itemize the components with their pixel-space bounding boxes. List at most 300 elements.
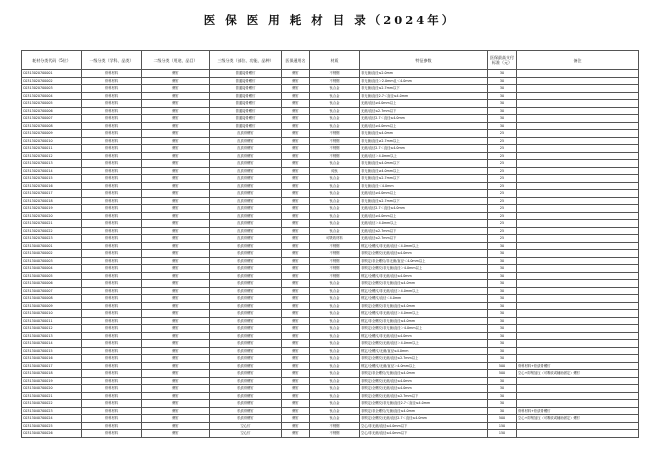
cell-code: C0313020700023 [22,235,82,243]
table-row [22,70,639,78]
cell-remarks: 空心+即刻加压（可吸收或辅助固定）螺钉 [517,370,639,378]
cell-level2: 螺钉 [142,182,210,190]
cell-level1: 骨科材料 [82,70,142,78]
cell-level2: 螺钉 [142,197,210,205]
cell-max-price: 30 [488,100,517,108]
cell-level3: 松质骨螺钉 [210,310,282,318]
cell-generic-name: 螺钉 [282,430,310,438]
cell-max-price: 500 [488,415,517,423]
table-row [22,115,639,123]
table-row [22,392,639,400]
cell-generic-name: 螺钉 [282,385,310,393]
cell-code: C0313040700025 [22,422,82,430]
cell-max-price: 30 [488,377,517,385]
cell-generic-name: 螺钉 [282,422,310,430]
cell-material: 钛合金 [310,287,360,295]
cell-max-price: 30 [488,77,517,85]
cell-max-price: 25 [488,197,517,205]
cell-code: C0313020700013 [22,160,82,168]
cell-level2: 螺钉 [142,332,210,340]
cell-material: 可吸收材料 [310,235,360,243]
cell-generic-name: 螺钉 [282,190,310,198]
cell-level1: 骨科材料 [82,430,142,438]
cell-code: C0313020700010 [22,137,82,145]
cell-generic-name: 螺钉 [282,212,310,220]
table-row [22,242,639,250]
cell-code: C0313020700009 [22,130,82,138]
cell-material: 钛合金 [310,212,360,220]
header-generic-name: 医保通用名 [282,51,310,70]
cell-material: 钛合金 [310,295,360,303]
cell-level2: 螺钉 [142,152,210,160]
cell-level3: 皮质骨螺钉 [210,205,282,213]
cell-code: C0313040700013 [22,332,82,340]
cell-generic-name: 螺钉 [282,392,310,400]
cell-generic-name: 螺钉 [282,377,310,385]
cell-level1: 骨科材料 [82,130,142,138]
cell-max-price: 30 [488,295,517,303]
table-row [22,302,639,310]
cell-max-price: 30 [488,407,517,415]
cell-max-price: 25 [488,152,517,160]
cell-level3: 皮质骨螺钉 [210,227,282,235]
cell-remarks [517,160,639,168]
table-row [22,160,639,168]
cell-remarks [517,92,639,100]
cell-level3: 松质骨螺钉 [210,302,282,310]
cell-generic-name: 螺钉 [282,130,310,138]
cell-level3: 普通接骨螺钉 [210,107,282,115]
cell-params: 无菌/直径≤2.7mm以下 [360,227,488,235]
cell-generic-name: 螺钉 [282,167,310,175]
cell-level2: 螺钉 [142,227,210,235]
cell-code: C0313040700006 [22,280,82,288]
cell-max-price: 25 [488,235,517,243]
cell-params: 锁定/全螺纹/非无菌/直径≤4.0mm [360,332,488,340]
cell-material: 钛合金 [310,92,360,100]
cell-max-price: 30 [488,310,517,318]
cell-level1: 骨科材料 [82,347,142,355]
cell-level3: 普通接骨螺钉 [210,100,282,108]
cell-remarks [517,250,639,258]
cell-material: 钛合金 [310,332,360,340]
cell-material: 不锈钢 [310,272,360,280]
cell-remarks [517,167,639,175]
cell-code: C0313020700008 [22,122,82,130]
cell-remarks: 骨科材料+松质骨螺钉 [517,407,639,415]
cell-params: 锁定/全螺纹/非无菌/直径＞4.0mm以上 [360,310,488,318]
cell-level3: 松质骨螺钉 [210,347,282,355]
cell-code: C0313040700023 [22,407,82,415]
table-row [22,227,639,235]
cell-params: 非无菌/直径≤2.0mm [360,70,488,78]
cell-max-price: 30 [488,115,517,123]
cell-max-price: 30 [488,385,517,393]
cell-params: 无菌/直径＞4.0mm以上 [360,152,488,160]
cell-level2: 螺钉 [142,242,210,250]
cell-level2: 螺钉 [142,85,210,93]
cell-level2: 螺钉 [142,190,210,198]
cell-generic-name: 螺钉 [282,70,310,78]
cell-max-price: 25 [488,130,517,138]
cell-level3: 皮质骨螺钉 [210,145,282,153]
cell-material: 钛合金 [310,190,360,198]
cell-level2: 螺钉 [142,77,210,85]
cell-level1: 骨科材料 [82,107,142,115]
header-remarks: 备注 [517,51,639,70]
cell-material: 钛合金 [310,122,360,130]
cell-max-price: 25 [488,175,517,183]
cell-remarks [517,355,639,363]
cell-level1: 骨科材料 [82,317,142,325]
cell-params: 非锁定/全螺纹/无菌/直径≤4.0mm [360,385,488,393]
cell-material: 不锈钢 [310,430,360,438]
table-row [22,220,639,228]
cell-params: 无菌/直径≥4.0mm以上 [360,122,488,130]
cell-params: 锁定/全螺纹/非无菌/直径＞4.0mm以上 [360,287,488,295]
cell-remarks [517,295,639,303]
cell-level2: 螺钉 [142,430,210,438]
table-row [22,212,639,220]
cell-params: 非锁定/全螺纹/无菌/直径≤4.0mm [360,250,488,258]
cell-level1: 骨科材料 [82,197,142,205]
cell-params: 非无菌/直径≥2.7mm以上 [360,137,488,145]
cell-level1: 骨科材料 [82,182,142,190]
cell-level3: 皮质骨螺钉 [210,175,282,183]
cell-material: 钛合金 [310,175,360,183]
cell-remarks [517,385,639,393]
cell-level3: 松质骨螺钉 [210,325,282,333]
cell-max-price: 30 [488,347,517,355]
cell-code: C0313020700004 [22,92,82,100]
cell-remarks [517,422,639,430]
table-row [22,190,639,198]
cell-level3: 松质骨螺钉 [210,392,282,400]
cell-level2: 螺钉 [142,340,210,348]
cell-generic-name: 螺钉 [282,272,310,280]
cell-params: 无菌/直径＞4.0mm以上 [360,220,488,228]
cell-level3: 松质骨螺钉 [210,407,282,415]
cell-level1: 骨科材料 [82,145,142,153]
cell-max-price: 30 [488,280,517,288]
cell-material: 不锈钢 [310,242,360,250]
header-level2: 二级分类（用途、品目） [142,51,210,70]
cell-level2: 螺钉 [142,362,210,370]
cell-params: 空心/非无菌/直径≤4.0mm以下 [360,430,488,438]
cell-remarks: 空心+即刻加压（可吸收或辅助固定）螺钉 [517,415,639,423]
header-level1: 一级分类（学科、品类） [82,51,142,70]
cell-level2: 螺钉 [142,280,210,288]
cell-remarks [517,107,639,115]
cell-params: 无菌/直径2.7＜直径≤4.0mm [360,115,488,123]
table-row [22,325,639,333]
table-row [22,287,639,295]
cell-level2: 螺钉 [142,295,210,303]
cell-level3: 松质骨螺钉 [210,280,282,288]
cell-level3: 普通接骨螺钉 [210,70,282,78]
cell-remarks [517,205,639,213]
cell-material: 钛合金 [310,205,360,213]
header-params: 特征参数 [360,51,488,70]
cell-generic-name: 螺钉 [282,302,310,310]
cell-material: 钛合金 [310,227,360,235]
table-row [22,430,639,438]
catalog-table [21,50,639,438]
cell-level1: 骨科材料 [82,407,142,415]
cell-level3: 皮质骨螺钉 [210,182,282,190]
cell-material: 钛合金 [310,400,360,408]
cell-remarks [517,137,639,145]
cell-level2: 螺钉 [142,302,210,310]
cell-level3: 普通接骨螺钉 [210,115,282,123]
cell-level3: 松质骨螺钉 [210,272,282,280]
cell-max-price: 30 [488,85,517,93]
cell-material: 不锈钢 [310,137,360,145]
cell-level2: 螺钉 [142,392,210,400]
table-row [22,295,639,303]
cell-params: 非锁定/全螺纹/非无菌/直径≤4.0mm [360,280,488,288]
cell-generic-name: 螺钉 [282,347,310,355]
cell-remarks [517,227,639,235]
cell-params: 非无菌/直径≤2.7mm以下 [360,175,488,183]
header-max-price: 医保最高支付标准（元） [488,51,517,70]
cell-material: 钛合金 [310,370,360,378]
cell-params: 无菌/直径≤2.7mm以下 [360,235,488,243]
cell-max-price: 30 [488,272,517,280]
cell-level2: 螺钉 [142,107,210,115]
cell-generic-name: 螺钉 [282,400,310,408]
cell-code: C0313040700022 [22,400,82,408]
cell-remarks [517,272,639,280]
cell-max-price: 25 [488,182,517,190]
cell-level3: 松质骨螺钉 [210,385,282,393]
page-title: 医 保 医 用 耗 材 目 录（2024年） [203,13,457,27]
table-row [22,167,639,175]
table-row [22,332,639,340]
cell-max-price: 30 [488,332,517,340]
cell-remarks [517,100,639,108]
cell-level3: 皮质骨螺钉 [210,220,282,228]
cell-material: 不锈钢 [310,422,360,430]
cell-max-price: 30 [488,355,517,363]
cell-level1: 骨科材料 [82,310,142,318]
cell-material: 钛合金 [310,385,360,393]
table-row [22,362,639,370]
cell-level2: 螺钉 [142,160,210,168]
cell-level2: 螺钉 [142,272,210,280]
header-level3: 三级分类（部位、功能、品种） [210,51,282,70]
header-code: 耗材分类代码（5位） [22,51,82,70]
cell-params: 非锁定/非全螺纹/无菌/直径≤4.0mm [360,370,488,378]
table-row [22,122,639,130]
cell-level2: 螺钉 [142,370,210,378]
cell-level2: 螺钉 [142,235,210,243]
cell-code: C0313040700011 [22,317,82,325]
cell-level1: 骨科材料 [82,302,142,310]
cell-params: 无菌/直径≤2.7mm以下 [360,107,488,115]
cell-level3: 普通接骨螺钉 [210,77,282,85]
cell-level3: 皮质骨螺钉 [210,197,282,205]
cell-code: C0313040700012 [22,325,82,333]
cell-level3: 松质骨螺钉 [210,370,282,378]
cell-generic-name: 螺钉 [282,295,310,303]
cell-code: C0313020700005 [22,100,82,108]
cell-max-price: 30 [488,325,517,333]
cell-remarks [517,280,639,288]
cell-generic-name: 螺钉 [282,227,310,235]
cell-level3: 皮质骨螺钉 [210,160,282,168]
cell-material: 钛合金 [310,392,360,400]
cell-params: 非锁定/全螺纹/非无菌/直径＞4.0mm以上 [360,325,488,333]
cell-params: 非无菌/直径＜4.0mm [360,182,488,190]
cell-level1: 骨科材料 [82,272,142,280]
cell-level3: 普通接骨螺钉 [210,92,282,100]
cell-remarks [517,392,639,400]
cell-level1: 骨科材料 [82,160,142,168]
table-row [22,415,639,423]
cell-code: C0313040700003 [22,257,82,265]
cell-level3: 松质骨螺钉 [210,295,282,303]
cell-level2: 螺钉 [142,407,210,415]
table-row [22,280,639,288]
table-row [22,377,639,385]
cell-max-price: 30 [488,265,517,273]
table-row [22,385,639,393]
cell-material: 不锈钢 [310,145,360,153]
cell-level1: 骨科材料 [82,220,142,228]
cell-remarks [517,325,639,333]
cell-level3: 松质骨螺钉 [210,317,282,325]
cell-generic-name: 螺钉 [282,85,310,93]
cell-params: 锁定/全螺纹/非无菌/直径＜4.0mm以上 [360,242,488,250]
cell-code: C0313040700016 [22,355,82,363]
cell-code: C0313040700005 [22,272,82,280]
table-row [22,355,639,363]
cell-level2: 螺钉 [142,250,210,258]
cell-code: C0313020700014 [22,167,82,175]
cell-params: 非无菌/直径≥4.0mm以上 [360,167,488,175]
cell-code: C0313040700014 [22,340,82,348]
cell-level1: 骨科材料 [82,355,142,363]
table-row [22,272,639,280]
cell-level3: 普通接骨螺钉 [210,122,282,130]
cell-generic-name: 螺钉 [282,220,310,228]
table-row [22,175,639,183]
cell-level1: 骨科材料 [82,137,142,145]
cell-level3: 皮质骨螺钉 [210,137,282,145]
cell-level3: 空心钉 [210,422,282,430]
cell-material: 钛合金 [310,197,360,205]
cell-params: 非锁定/全螺纹/无菌/直径＞4.0mm以上 [360,340,488,348]
cell-level1: 骨科材料 [82,152,142,160]
cell-level1: 骨科材料 [82,257,142,265]
cell-code: C0313040700004 [22,265,82,273]
cell-code: C0313020700007 [22,115,82,123]
cell-level3: 松质骨螺钉 [210,265,282,273]
cell-code: C0313040700018 [22,370,82,378]
cell-level3: 松质骨螺钉 [210,250,282,258]
cell-level3: 皮质骨螺钉 [210,152,282,160]
cell-remarks [517,145,639,153]
cell-max-price: 500 [488,362,517,370]
cell-level2: 螺钉 [142,422,210,430]
cell-level1: 骨科材料 [82,287,142,295]
cell-level2: 螺钉 [142,287,210,295]
table-row [22,257,639,265]
cell-generic-name: 螺钉 [282,257,310,265]
cell-level1: 骨科材料 [82,370,142,378]
cell-code: C0313020700011 [22,145,82,153]
cell-generic-name: 螺钉 [282,182,310,190]
cell-generic-name: 螺钉 [282,197,310,205]
cell-generic-name: 螺钉 [282,340,310,348]
cell-material: 钛合金 [310,220,360,228]
cell-level2: 螺钉 [142,400,210,408]
cell-level1: 骨科材料 [82,235,142,243]
cell-code: C0313020700017 [22,190,82,198]
cell-level3: 松质骨螺钉 [210,257,282,265]
cell-level3: 松质骨螺钉 [210,355,282,363]
cell-max-price: 25 [488,160,517,168]
cell-material: 钛合金 [310,280,360,288]
cell-remarks [517,265,639,273]
cell-level1: 骨科材料 [82,122,142,130]
cell-remarks [517,332,639,340]
cell-level1: 骨科材料 [82,175,142,183]
cell-params: 无菌/直径≥4.0mm以上 [360,190,488,198]
cell-level3: 普通接骨螺钉 [210,85,282,93]
cell-generic-name: 螺钉 [282,370,310,378]
cell-level1: 骨科材料 [82,77,142,85]
cell-level1: 骨科材料 [82,362,142,370]
cell-generic-name: 螺钉 [282,242,310,250]
table-row [22,317,639,325]
cell-params: 无菌/直径2.7＜直径≤4.0mm [360,145,488,153]
cell-level2: 螺钉 [142,100,210,108]
cell-generic-name: 螺钉 [282,265,310,273]
cell-max-price: 25 [488,212,517,220]
cell-level3: 松质骨螺钉 [210,287,282,295]
cell-level2: 螺钉 [142,377,210,385]
cell-level3: 松质骨螺钉 [210,332,282,340]
cell-generic-name: 螺钉 [282,175,310,183]
cell-level1: 骨科材料 [82,205,142,213]
cell-level2: 螺钉 [142,317,210,325]
cell-remarks [517,220,639,228]
cell-level1: 骨科材料 [82,85,142,93]
cell-code: C0313040700007 [22,287,82,295]
cell-level2: 螺钉 [142,415,210,423]
table-header-row [22,51,639,70]
cell-params: 锁定/全螺纹/无菌/直径≤4.0mm [360,347,488,355]
cell-material: 不锈钢 [310,130,360,138]
cell-level3: 皮质骨螺钉 [210,130,282,138]
cell-level1: 骨科材料 [82,415,142,423]
cell-params: 非锁定/全螺纹/无菌/直径2.7＜直径≤4.0mm [360,415,488,423]
cell-generic-name: 螺钉 [282,137,310,145]
cell-params: 非无菌/直径≤2.7mm以下 [360,85,488,93]
cell-level2: 螺钉 [142,265,210,273]
cell-max-price: 30 [488,70,517,78]
cell-generic-name: 螺钉 [282,280,310,288]
table-row [22,347,639,355]
table-row [22,130,639,138]
cell-max-price: 30 [488,340,517,348]
cell-max-price: 30 [488,317,517,325]
cell-remarks [517,70,639,78]
cell-material: 不锈钢 [310,265,360,273]
cell-level2: 螺钉 [142,145,210,153]
